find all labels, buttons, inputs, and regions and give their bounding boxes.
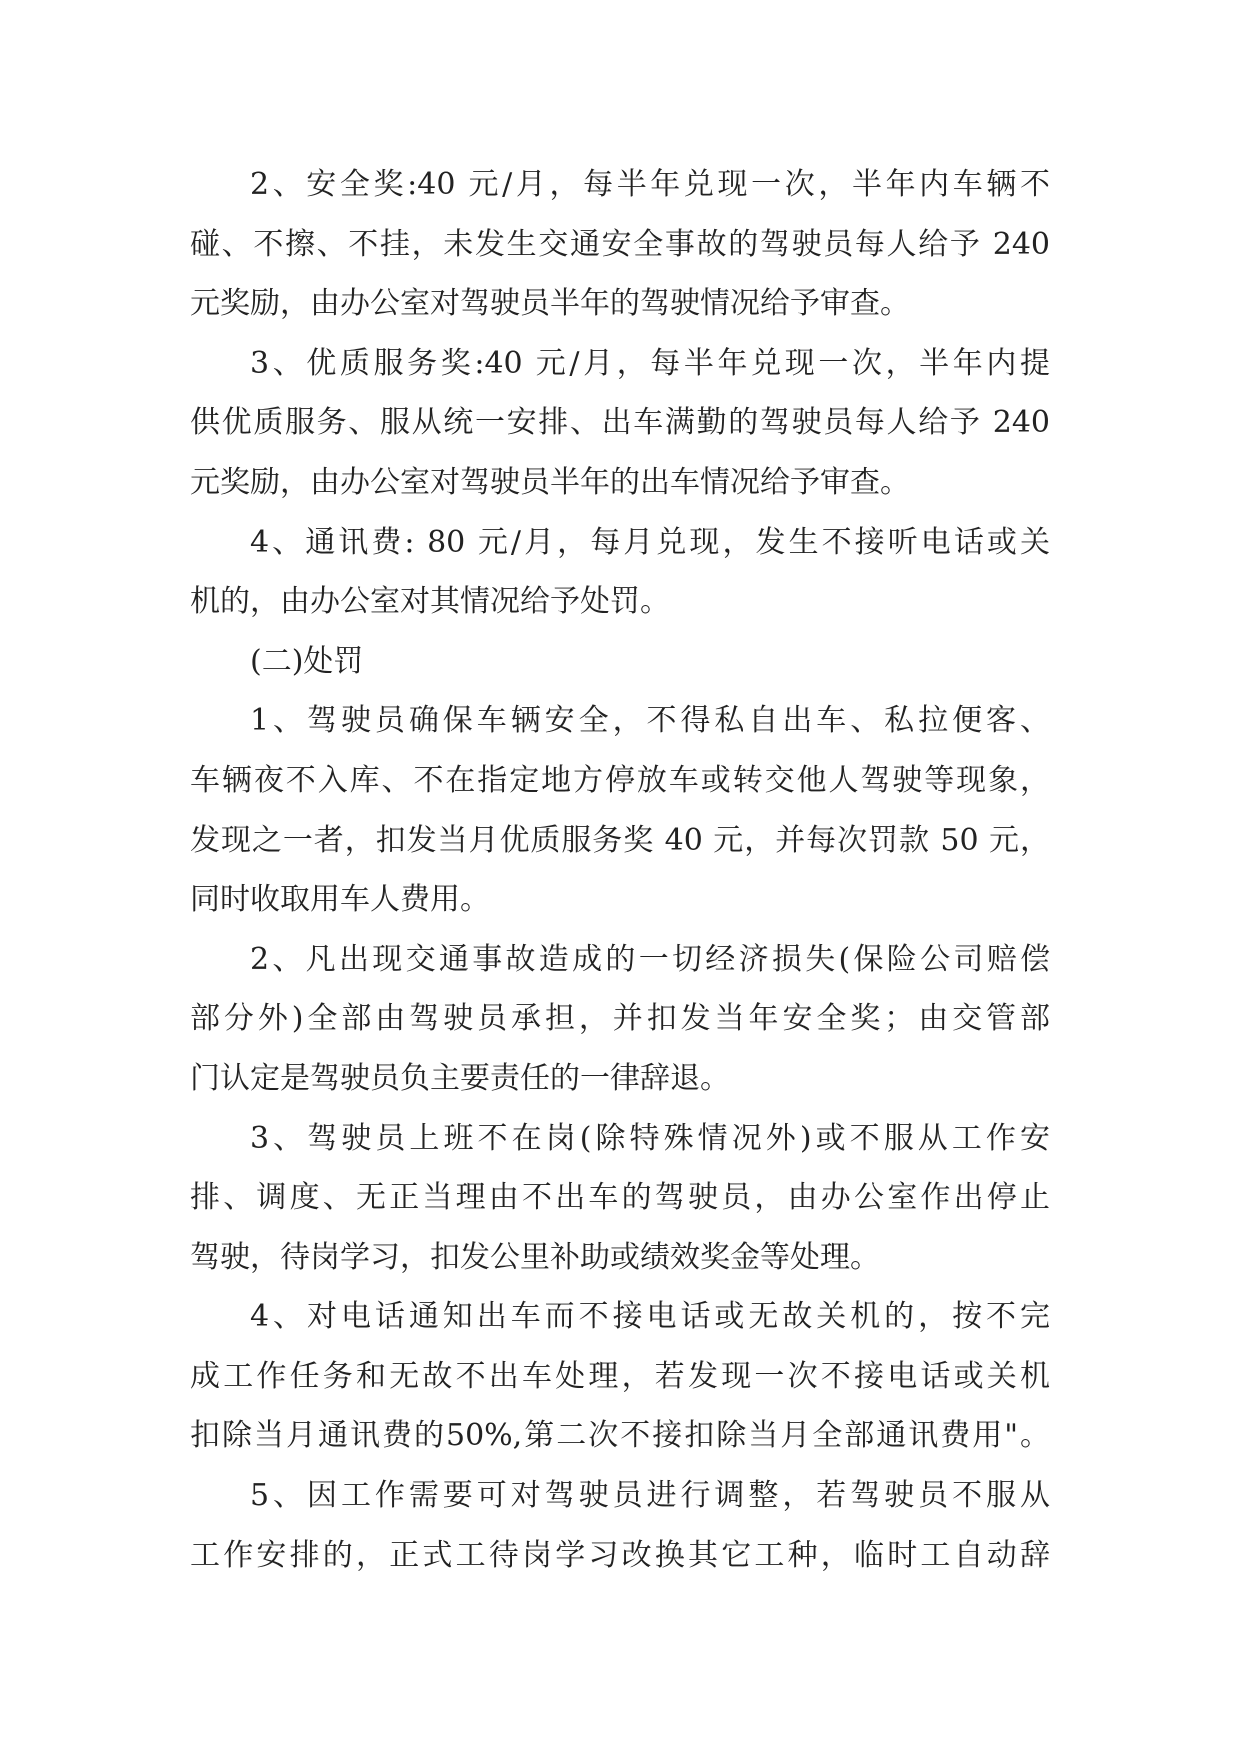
text-line: 机的，由办公室对其情况给予处罚。 xyxy=(190,584,670,620)
text-line: 元奖励，由办公室对驾驶员半年的出车情况给予审查。 xyxy=(190,464,910,500)
text-line: 2、安全奖:40 元/月，每半年兑现一次，半年内车辆不 xyxy=(250,167,1050,202)
text-line: 4、通讯费: 80 元/月，每月兑现，发生不接听电话或关 xyxy=(250,524,1050,560)
text-line: 供优质服务、服从统一安排、出车满勤的驾驶员每人给予 240 xyxy=(190,405,1050,441)
text-line: 1、驾驶员确保车辆安全，不得私自出车、私拉便客、 xyxy=(250,703,1050,739)
text-line: 车辆夜不入库、不在指定地方停放车或转交他人驾驶等现象， xyxy=(190,762,1050,798)
text-line: 扣除当月通讯费的50%,第二次不接扣除当月全部通讯费用"。 xyxy=(190,1418,1050,1454)
text-line: 部分外)全部由驾驶员承担，并扣发当年安全奖；由交管部 xyxy=(190,1001,1050,1037)
text-line: 工作安排的，正式工待岗学习改换其它工种，临时工自动辞 xyxy=(190,1537,1050,1573)
text-line: 同时收取用车人费用。 xyxy=(190,882,490,918)
text-line: 3、优质服务奖:40 元/月，每半年兑现一次，半年内提 xyxy=(250,345,1050,381)
text-line: 5、因工作需要可对驾驶员进行调整，若驾驶员不服从 xyxy=(250,1478,1050,1514)
section-heading: (二)处罚 xyxy=(250,643,364,679)
text-line: 元奖励，由办公室对驾驶员半年的驾驶情况给予审查。 xyxy=(190,286,910,322)
text-line: 排、调度、无正当理由不出车的驾驶员，由办公室作出停止 xyxy=(190,1180,1050,1216)
text-line: 门认定是驾驶员负主要责任的一律辞退。 xyxy=(190,1060,730,1096)
text-line: 成工作任务和无故不出车处理，若发现一次不接电话或关机 xyxy=(190,1358,1050,1394)
text-line: 发现之一者，扣发当月优质服务奖 40 元，并每次罚款 50 元， xyxy=(190,822,1050,858)
text-line: 碰、不擦、不挂，未发生交通安全事故的驾驶员每人给予 240 xyxy=(190,226,1050,262)
document-body xyxy=(190,155,1050,1585)
text-line: 2、凡出现交通事故造成的一切经济损失(保险公司赔偿 xyxy=(250,941,1050,977)
text-line: 4、对电话通知出车而不接电话或无故关机的，按不完 xyxy=(250,1299,1050,1335)
text-line: 3、驾驶员上班不在岗(除特殊情况外)或不服从工作安 xyxy=(250,1120,1050,1156)
text-line: 驾驶，待岗学习，扣发公里补助或绩效奖金等处理。 xyxy=(190,1239,880,1275)
